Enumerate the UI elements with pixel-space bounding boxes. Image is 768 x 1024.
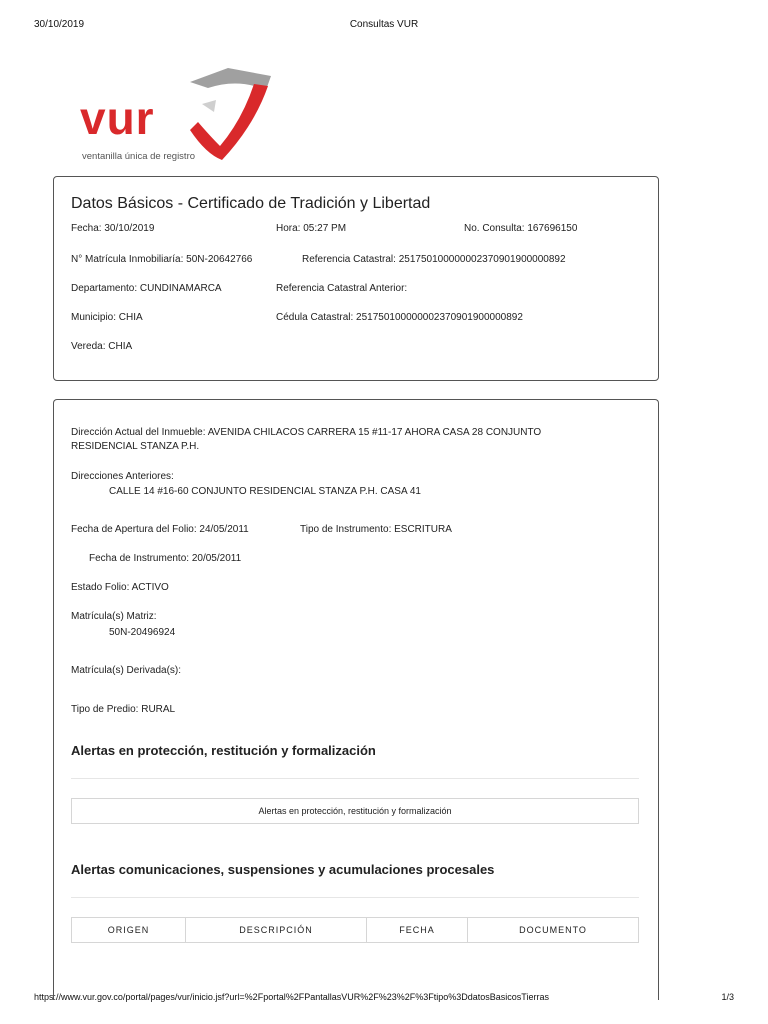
print-header (0, 19, 768, 33)
detalle-card (53, 399, 659, 1000)
estado-folio-field: Estado Folio: ACTIVO (71, 582, 169, 593)
datos-basicos-title: Datos Básicos - Certificado de Tradición y Libertad (71, 195, 431, 212)
vur-logo-graphic (78, 64, 278, 164)
no-consulta-field: No. Consulta: 167696150 (464, 223, 578, 234)
matriculas-matriz-label: Matrícula(s) Matriz: (71, 611, 157, 622)
fecha-field: Fecha: 30/10/2019 (71, 223, 155, 234)
fecha-instrumento-field: Fecha de Instrumento: 20/05/2011 (89, 553, 242, 564)
matricula-field: N° Matrícula Inmobiliaría: 50N-20642766 (71, 254, 253, 265)
vur-logo (78, 64, 278, 164)
page-number: 1/3 (721, 992, 734, 1002)
tipo-predio-field: Tipo de Predio: RURAL (71, 704, 176, 715)
column-header-descripcion: DESCRIPCIÓN (186, 918, 367, 943)
table-header-row (72, 918, 639, 943)
matriculas-derivadas-label: Matrícula(s) Derivada(s): (71, 665, 182, 676)
alertas-comunicaciones-heading: Alertas comunicaciones, suspensiones y acumulaciones procesales (71, 862, 495, 877)
print-url: https://www.vur.gov.co/portal/pages/vur/inicio.jsf?url=%2Fportal%2FPantallasVUR%2F%23%2F%3Ftipo%3DdatosBasicosTierras (34, 992, 549, 1002)
alertas-comunicaciones-table (71, 917, 639, 943)
municipio-field: Municipio: CHIA (71, 312, 143, 323)
cedula-catastral-field: Cédula Catastral: 251750100000002370901900000892 (276, 312, 523, 323)
hora-field: Hora: 05:27 PM (276, 223, 347, 234)
logo-tagline: ventanilla única de registro (82, 151, 196, 162)
fecha-apertura-field: Fecha de Apertura del Folio: 24/05/2011 (71, 524, 249, 535)
print-footer (0, 992, 768, 1006)
direcciones-anteriores-value: CALLE 14 #16-60 CONJUNTO RESIDENCIAL STANZA P.H. CASA 41 (109, 486, 421, 497)
logo-wordmark: vur (80, 92, 155, 144)
datos-basicos-card (53, 176, 659, 381)
direccion-actual-line2: RESIDENCIAL STANZA P.H. (71, 441, 200, 452)
column-header-origen: ORIGEN (72, 918, 186, 943)
direccion-actual-line1: Dirección Actual del Inmueble: AVENIDA CHILACOS CARRERA 15 #11-17 AHORA CASA 28 CONJUNTO (71, 427, 542, 438)
column-header-fecha: FECHA (367, 918, 468, 943)
column-header-documento: DOCUMENTO (468, 918, 639, 943)
direcciones-anteriores-label: Direcciones Anteriores: (71, 471, 174, 482)
alertas-proteccion-heading: Alertas en protección, restitución y formalización (71, 743, 376, 758)
matriculas-matriz-value: 50N-20496924 (109, 627, 176, 638)
print-date: 30/10/2019 (34, 19, 85, 30)
alertas-proteccion-box: Alertas en protección, restitución y formalización (71, 798, 639, 824)
section-divider (71, 897, 639, 898)
vereda-field: Vereda: CHIA (71, 341, 133, 352)
tipo-instrumento-field: Tipo de Instrumento: ESCRITURA (300, 524, 452, 535)
departamento-field: Departamento: CUNDINAMARCA (71, 283, 222, 294)
section-divider (71, 778, 639, 779)
referencia-catastral-field: Referencia Catastral: 251750100000002370901900000892 (302, 254, 566, 265)
print-title: Consultas VUR (349, 19, 419, 30)
referencia-catastral-anterior-field: Referencia Catastral Anterior: (276, 283, 408, 294)
